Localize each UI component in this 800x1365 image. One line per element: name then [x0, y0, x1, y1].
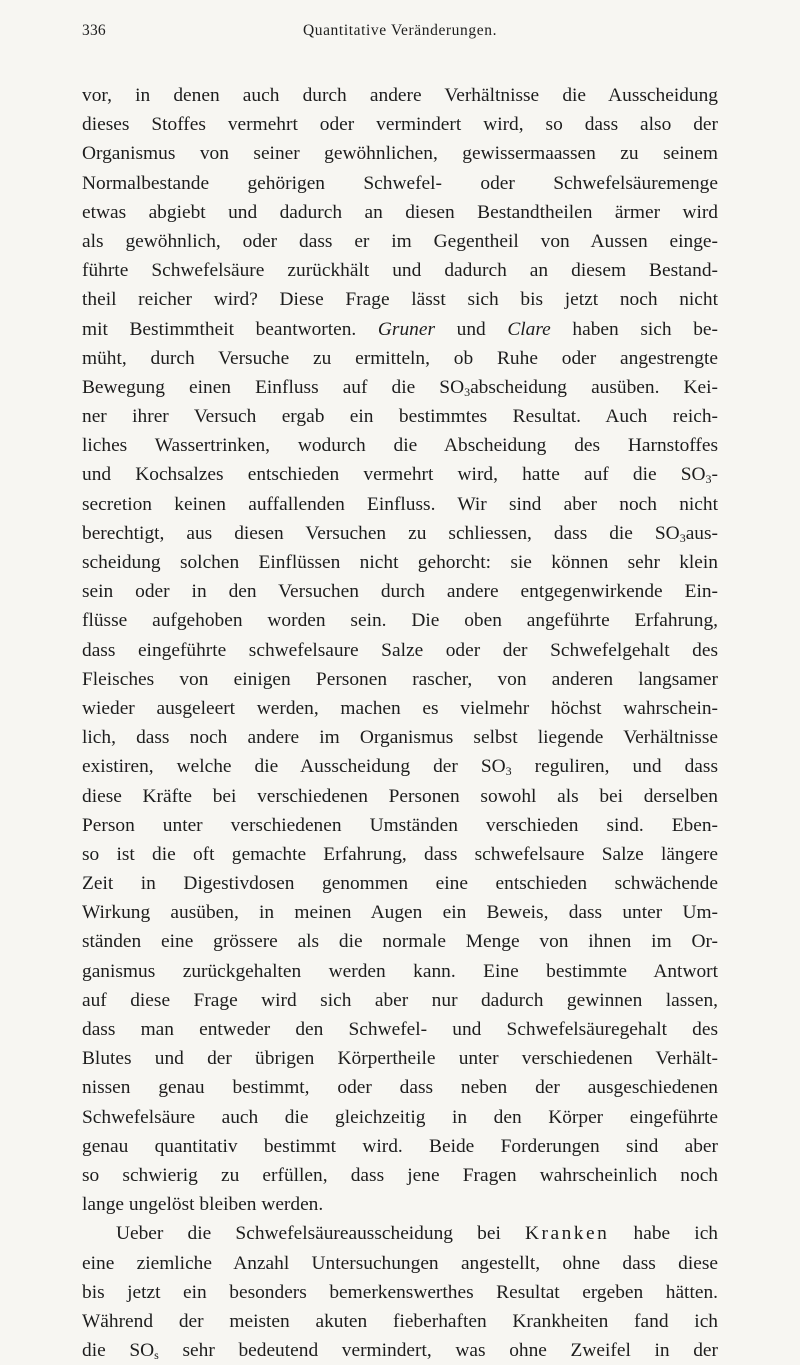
text-line: so schwierig zu erfüllen, dass jene Fragen wahrscheinlich noch: [82, 1164, 718, 1186]
text-line: genau quantitativ bestimmt wird. Beide Forderungen sind aber: [82, 1135, 718, 1157]
formula-subscript: 3: [464, 384, 471, 399]
text-line: [82, 752, 718, 781]
text-segment: die SO: [82, 1340, 155, 1362]
text-line: theil reicher wird? Diese Frage lässt sich bis jetzt noch nicht: [82, 289, 718, 311]
text-line: Zeit in Digestivdosen genommen eine entschieden schwächende: [82, 873, 718, 895]
text-line: Schwefelsäure auch die gleichzeitig in den Körper eingeführte: [82, 1106, 718, 1128]
text-line: etwas abgiebt und dadurch an diesen Bestandtheilen ärmer wird: [82, 201, 718, 223]
text-line: [82, 519, 718, 548]
text-line: Während der meisten akuten fieberhaften Krankheiten fand ich: [82, 1310, 718, 1332]
text-line: ganismus zurückgehalten werden kann. Eine bestimmte Antwort: [82, 960, 718, 982]
text-segment: abscheidung ausüben. Kei-: [470, 376, 718, 398]
text-line: liches Wassertrinken, wodurch die Abscheidung des Harnstoffes: [82, 435, 718, 457]
formula-subscript: 3: [505, 764, 512, 779]
text-line: eine ziemliche Anzahl Untersuchungen angestellt, ohne dass diese: [82, 1252, 718, 1274]
text-line: Organismus von seiner gewöhnlichen, gewissermaassen zu seinem: [82, 143, 718, 165]
text-line: lange ungelöst bleiben werden.: [82, 1194, 324, 1216]
text-segment: Bewegung einen Einfluss auf die SO: [82, 376, 465, 398]
text-line: scheidung solchen Einflüssen nicht gehorcht: sie können sehr klein: [82, 552, 718, 573]
text-line: flüsse aufgehoben worden sein. Die oben angeführte Erfahrung,: [82, 610, 718, 632]
text-line: lich, dass noch andere im Organismus selbst liegende Verhältnisse: [82, 727, 718, 749]
text-line: müht, durch Versuche zu ermitteln, ob Ruhe oder angestrengte: [82, 347, 718, 369]
text-segment: mit Bestimmtheit beantworten.: [82, 318, 357, 340]
body-text: [82, 81, 718, 1365]
text-line: diese Kräfte bei verschiedenen Personen sowohl als bei derselben: [82, 785, 718, 807]
running-title: Quantitative Veränderungen.: [302, 22, 498, 39]
text-line: dass man entweder den Schwefel- und Schwefelsäuregehalt des: [82, 1019, 718, 1040]
text-line: dieses Stoffes vermehrt oder vermindert wird, so dass also der: [82, 114, 718, 136]
text-line: als gewöhnlich, oder dass er im Gegentheil von Aussen einge-: [82, 230, 718, 252]
text-segment: berechtigt, aus diesen Versuchen zu schliessen, dass die SO: [82, 522, 680, 544]
text-line: ner ihrer Versuch ergab ein bestimmtes Resultat. Auch reich-: [82, 406, 718, 428]
text-line: wieder ausgeleert werden, machen es vielmehr höchst wahrschein-: [82, 697, 718, 719]
text-segment: und Kochsalzes entschieden vermehrt wird, hatte auf die SO: [82, 464, 706, 486]
page-number: 336: [82, 22, 106, 39]
formula-subscript: 3: [705, 472, 712, 487]
formula-subscript: s: [154, 1348, 159, 1363]
text-line: [82, 315, 718, 344]
text-line: [82, 460, 718, 489]
text-line: bis jetzt ein besonders bemerkenswerthes Resultat ergeben hätten.: [82, 1281, 718, 1303]
text-line: ständen eine grössere als die normale Menge von ihnen im Or-: [82, 931, 718, 953]
text-line: dass eingeführte schwefelsaure Salze oder der Schwefelgehalt des: [82, 639, 718, 661]
text-line: [82, 373, 718, 402]
text-line: Person unter verschiedenen Umständen verschieden sind. Eben-: [82, 814, 718, 836]
text-segment: sehr bedeutend vermindert, was ohne Zweifel in der: [182, 1340, 718, 1362]
formula-subscript: 3: [679, 530, 686, 545]
text-line: vor, in denen auch durch andere Verhältnisse die Ausscheidung: [82, 85, 718, 106]
text-line: führte Schwefelsäure zurückhält und dadurch an diesem Bestand-: [82, 260, 718, 282]
text-line: [82, 1336, 718, 1365]
text-line: [82, 1219, 718, 1248]
text-segment: -: [711, 464, 718, 486]
text-line: Wirkung ausüben, in meinen Augen ein Beweis, dass unter Um-: [82, 902, 718, 924]
text-segment: existiren, welche die Ausscheidung der SO: [82, 756, 506, 778]
text-line: secretion keinen auffallenden Einfluss. Wir sind aber noch nicht: [82, 493, 718, 515]
emphasized-word: Kranken: [525, 1223, 610, 1245]
text-line: Blutes und der übrigen Körpertheile unter verschiedenen Verhält-: [82, 1048, 718, 1070]
text-line: Fleisches von einigen Personen rascher, von anderen langsamer: [82, 668, 718, 690]
text-segment: aus-: [685, 522, 718, 544]
text-segment: und: [456, 318, 486, 340]
page-header: [82, 18, 718, 48]
text-line: nissen genau bestimmt, oder dass neben der ausgeschiedenen: [82, 1077, 718, 1099]
text-line: auf diese Frage wird sich aber nur dadurch gewinnen lassen,: [82, 989, 718, 1011]
text-line: so ist die oft gemachte Erfahrung, dass schwefelsaure Salze längere: [82, 843, 718, 865]
text-segment: Ueber die Schwefelsäureausscheidung bei: [116, 1223, 501, 1245]
text-line: sein oder in den Versuchen durch andere entgegenwirkende Ein-: [82, 581, 718, 603]
text-segment: habe ich: [633, 1223, 718, 1245]
author-name: Gruner: [377, 318, 435, 340]
text-segment: reguliren, und dass: [534, 756, 718, 778]
text-line: Normalbestande gehörigen Schwefel- oder Schwefelsäuremenge: [82, 172, 718, 194]
text-segment: haben sich be-: [572, 318, 718, 340]
author-name: Clare: [507, 318, 551, 340]
